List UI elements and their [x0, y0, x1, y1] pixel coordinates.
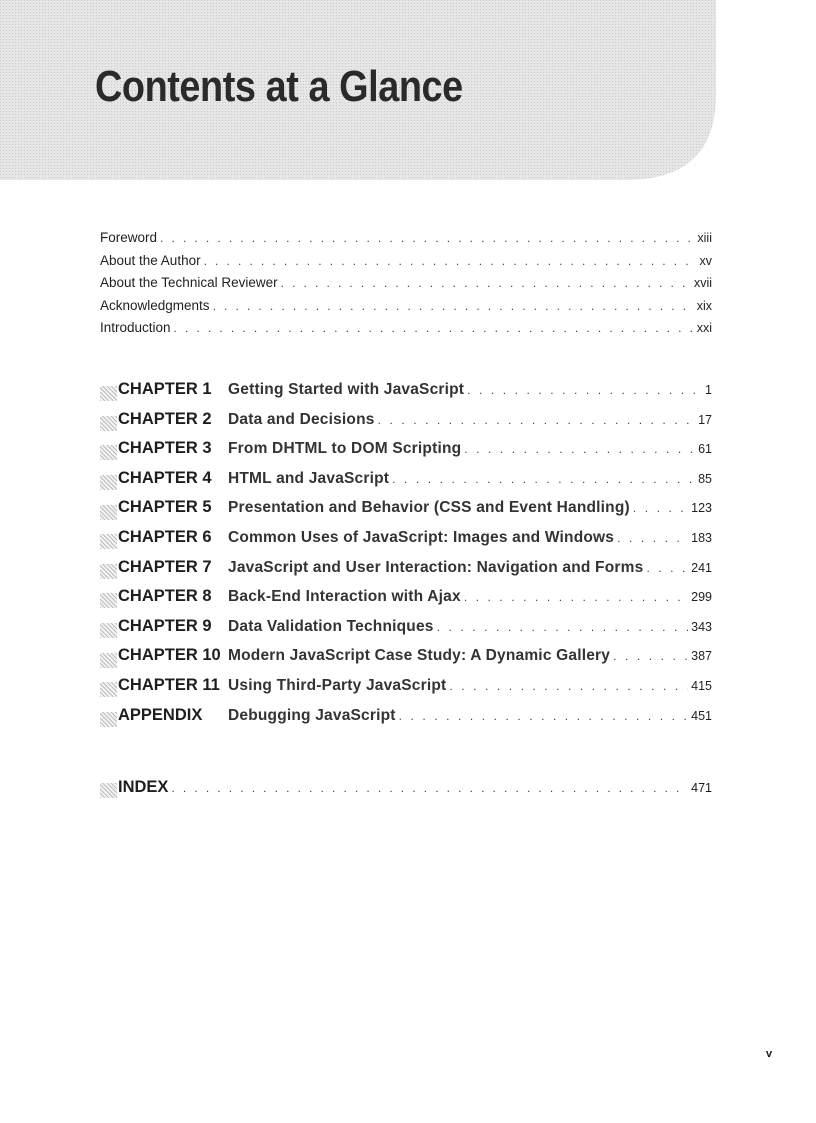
chapter-label: CHAPTER 1: [118, 380, 212, 398]
chapter-title: Using Third-Party JavaScript: [228, 676, 447, 694]
dot-leader: [464, 442, 695, 456]
chapter-marker-icon: [100, 564, 117, 579]
entry-page: xv: [699, 253, 712, 268]
toc-chapter-4[interactable]: [100, 469, 712, 499]
toc-chapter-11[interactable]: [100, 676, 712, 706]
chapter-title: Debugging JavaScript: [228, 706, 396, 724]
dot-leader: [617, 531, 688, 545]
chapter-title: HTML and JavaScript: [228, 469, 390, 487]
dot-leader: [399, 709, 688, 723]
dot-leader: [204, 254, 697, 268]
entry-title: About the Technical Reviewer: [100, 275, 278, 290]
chapter-marker-icon: [100, 653, 117, 668]
dot-leader: [281, 276, 691, 290]
chapter-label: CHAPTER 11: [118, 675, 220, 694]
chapter-title: Back-End Interaction with Ajax: [228, 588, 461, 606]
chapter-page: 299: [691, 590, 712, 605]
chapter-title: Modern JavaScript Case Study: A Dynamic Gallery: [228, 647, 611, 665]
chapter-marker-icon: [100, 623, 117, 638]
chapter-label: CHAPTER 4: [118, 468, 212, 487]
chapter-marker-icon: [100, 505, 117, 520]
toc-chapter-5[interactable]: [100, 498, 712, 528]
chapter-page: 387: [691, 649, 712, 664]
chapter-title: Getting Started with JavaScript: [228, 381, 465, 398]
dot-leader: [171, 781, 688, 795]
chapter-title: From DHTML to DOM Scripting: [228, 440, 462, 458]
toc-entry-acknowledgments[interactable]: [100, 298, 712, 321]
dot-leader: [378, 413, 696, 427]
chapter-page: 1: [705, 383, 712, 397]
dot-leader: [174, 321, 694, 335]
toc-entry-technical-reviewer[interactable]: [100, 275, 712, 298]
entry-page: xix: [696, 298, 712, 313]
index-label: INDEX: [118, 778, 169, 796]
entry-title: Foreword: [100, 230, 158, 245]
chapter-label: CHAPTER 7: [118, 557, 212, 576]
chapter-marker-icon: [100, 475, 117, 490]
dot-leader: [449, 679, 688, 693]
chapter-marker-icon: [100, 445, 117, 460]
toc-entry-about-author[interactable]: [100, 253, 712, 276]
index-page: 471: [691, 781, 712, 795]
front-matter-list: [100, 230, 712, 343]
dot-leader: [464, 590, 688, 604]
toc-chapter-8[interactable]: [100, 587, 712, 617]
chapter-list: [100, 380, 712, 735]
page-title: Contents at a Glance: [95, 62, 463, 111]
dot-leader: [633, 501, 688, 515]
chapter-marker-icon: [100, 534, 117, 549]
dot-leader: [160, 231, 694, 245]
chapter-marker-icon: [100, 416, 117, 431]
chapter-page: 17: [698, 412, 712, 427]
chapter-page: 61: [698, 442, 712, 457]
chapter-page: 241: [691, 560, 712, 575]
chapter-marker-icon: [100, 386, 117, 401]
entry-title: About the Author: [100, 252, 201, 268]
chapter-page: 123: [691, 501, 712, 516]
chapter-marker-icon: [100, 712, 117, 727]
chapter-label: CHAPTER 10: [118, 646, 221, 665]
chapter-label: CHAPTER 3: [118, 439, 212, 458]
chapter-title: Data and Decisions: [228, 410, 375, 428]
chapter-label: CHAPTER 8: [118, 587, 212, 606]
header-banner: [0, 0, 816, 200]
dot-leader: [467, 383, 702, 397]
chapter-page: 183: [691, 530, 712, 545]
toc-chapter-3[interactable]: [100, 439, 712, 469]
entry-page: xvii: [693, 276, 712, 290]
chapter-label: CHAPTER 9: [118, 616, 212, 635]
toc-chapter-10[interactable]: [100, 646, 712, 676]
toc-index[interactable]: [100, 778, 712, 804]
chapter-title: Common Uses of JavaScript: Images and Windows: [228, 528, 615, 546]
toc-chapter-7[interactable]: [100, 558, 712, 588]
chapter-title: Data Validation Techniques: [228, 617, 434, 635]
dot-leader: [213, 299, 694, 313]
chapter-label: APPENDIX: [118, 705, 203, 724]
chapter-page: 451: [691, 708, 712, 723]
toc-entry-introduction[interactable]: [100, 320, 712, 343]
entry-page: xxi: [696, 321, 712, 335]
page-number: v: [766, 1048, 773, 1060]
toc-chapter-1[interactable]: [100, 380, 712, 410]
chapter-label: CHAPTER 6: [118, 527, 212, 546]
dot-leader: [613, 649, 688, 663]
chapter-label: CHAPTER 5: [118, 498, 212, 517]
chapter-marker-icon: [100, 593, 117, 608]
chapter-page: 415: [691, 678, 712, 693]
toc-appendix[interactable]: [100, 706, 712, 736]
entry-page: xiii: [697, 231, 712, 245]
chapter-title: JavaScript and User Interaction: Navigation and Forms: [228, 558, 644, 576]
entry-title: Acknowledgments: [100, 297, 210, 313]
toc-chapter-2[interactable]: [100, 410, 712, 440]
dot-leader: [392, 472, 695, 486]
dot-leader: [437, 620, 689, 634]
chapter-label: CHAPTER 2: [118, 409, 212, 428]
chapter-marker-icon: [100, 682, 117, 697]
entry-title: Introduction: [100, 320, 171, 335]
chapter-page: 85: [698, 471, 712, 486]
toc-entry-foreword[interactable]: [100, 230, 712, 253]
chapter-page: 343: [691, 619, 712, 634]
toc-chapter-6[interactable]: [100, 528, 712, 558]
chapter-marker-icon: [100, 783, 117, 798]
chapter-title: Presentation and Behavior (CSS and Event Handling): [228, 499, 630, 517]
dot-leader: [646, 561, 688, 575]
toc-chapter-9[interactable]: [100, 617, 712, 647]
